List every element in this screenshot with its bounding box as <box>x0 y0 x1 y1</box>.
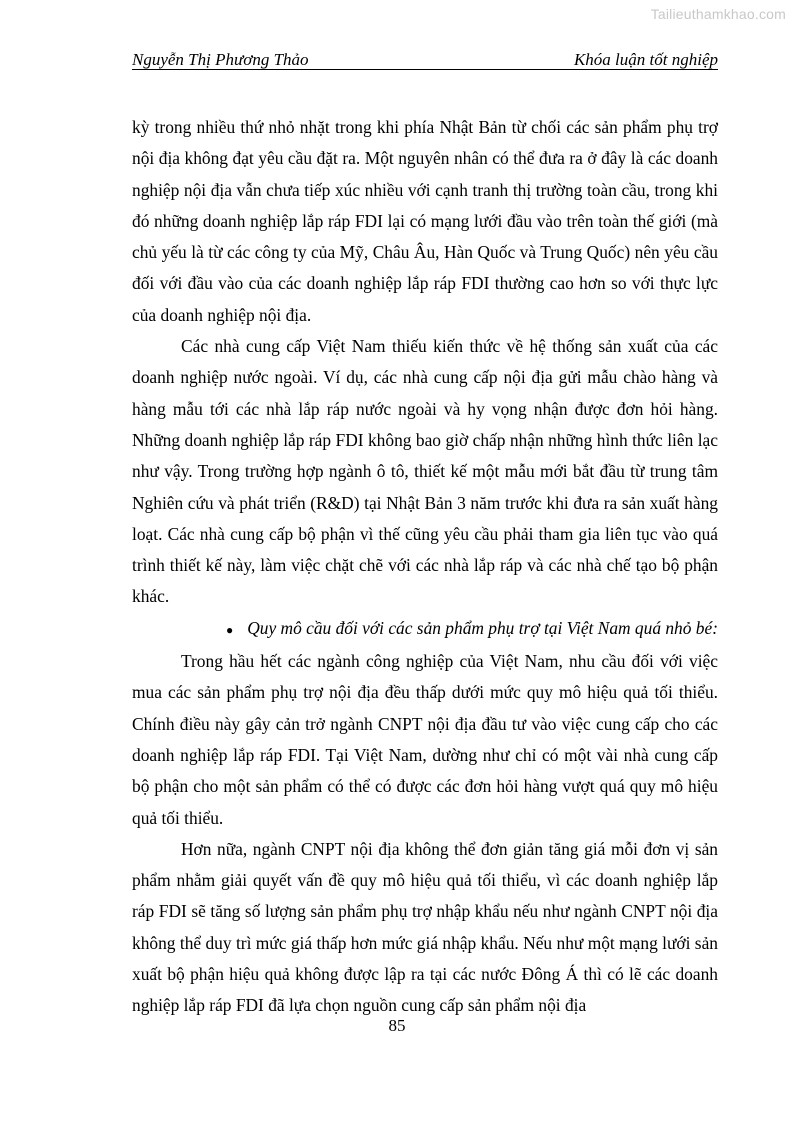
header-rule <box>132 69 718 70</box>
header-author: Nguyễn Thị Phương Thảo <box>132 50 309 69</box>
watermark: Tailieuthamkhao.com <box>650 6 786 22</box>
page-number: 85 <box>388 1016 406 1035</box>
body-text <box>132 112 718 1022</box>
bullet-text: Quy mô cầu đối với các sản phẩm phụ trợ tại Việt Nam quá nhỏ bé: <box>247 617 718 638</box>
paragraph-1: kỳ trong nhiều thứ nhỏ nhặt trong khi phía Nhật Bản từ chối các sản phẩm phụ trợ nội địa không đạt yêu cầu đặt ra. Một nguyên nhân có thể đưa ra ở đây là các doanh nghiệp nội địa vẫn chưa tiếp xúc nhiều với cạnh tranh thị trường toàn cầu, trong khi đó những doanh nghiệp lắp ráp FDI lại có mạng lưới đầu vào trên toàn thế giới (mà chủ yếu là từ các công ty của Mỹ, Châu Âu, Hàn Quốc và Trung Quốc) nên yêu cầu đối với đầu vào của các doanh nghiệp lắp ráp FDI thường cao hơn so với thực lực của doanh nghiệp nội địa. <box>132 117 718 325</box>
page-header <box>132 50 718 70</box>
paragraph-4: Hơn nữa, ngành CNPT nội địa không thể đơn giản tăng giá mỗi đơn vị sản phẩm nhằm giải quyết vấn đề quy mô hiệu quả tối thiểu, vì các doanh nghiệp lắp ráp FDI sẽ tăng số lượng sản phẩm phụ trợ nhập khẩu nếu như ngành CNPT nội địa không thể duy trì mức giá thấp hơn mức giá nhập khẩu. Nếu như một mạng lưới sản xuất bộ phận hiệu quả không được lập ra tại các nước Đông Á thì có lẽ các doanh nghiệp lắp ráp FDI đã lựa chọn nguồn cung cấp sản phẩm nội địa <box>132 838 718 1016</box>
bullet-icon: ● <box>225 622 234 637</box>
paragraph-2: Các nhà cung cấp Việt Nam thiếu kiến thức về hệ thống sản xuất của các doanh nghiệp nước ngoài. Ví dụ, các nhà cung cấp nội địa gửi mẫu chào hàng và hàng mẫu tới các nhà lắp ráp nước ngoài và hy vọng nhận được đơn hỏi hàng. Những doanh nghiệp lắp ráp FDI không bao giờ chấp nhận những hình thức liên lạc như vậy. Trong trường hợp ngành ô tô, thiết kế một mẫu mới bắt đầu từ trung tâm Nghiên cứu và phát triển (R&D) tại Nhật Bản 3 năm trước khi đưa ra sản xuất hàng loạt. Các nhà cung cấp bộ phận vì thế cũng yêu cầu phải tham gia liên tục vào quá trình thiết kế này, làm việc chặt chẽ với các nhà lắp ráp và các nhà chế tạo bộ phận khác. <box>132 336 718 607</box>
header-title: Khóa luận tốt nghiệp <box>573 50 718 69</box>
bullet-item <box>132 613 718 646</box>
paragraph-3: Trong hầu hết các ngành công nghiệp của Việt Nam, nhu cầu đối với việc mua các sản phẩm phụ trợ nội địa đều thấp dưới mức quy mô hiệu quả tối thiểu. Chính điều này gây cản trở ngành CNPT nội địa đầu tư vào việc cung cấp cho các doanh nghiệp lắp ráp FDI. Tại Việt Nam, dường như chỉ có một vài nhà cung cấp bộ phận cho một sản phẩm có thể có được các đơn hỏi hàng vượt quá quy mô hiệu quả tối thiểu. <box>132 651 718 828</box>
